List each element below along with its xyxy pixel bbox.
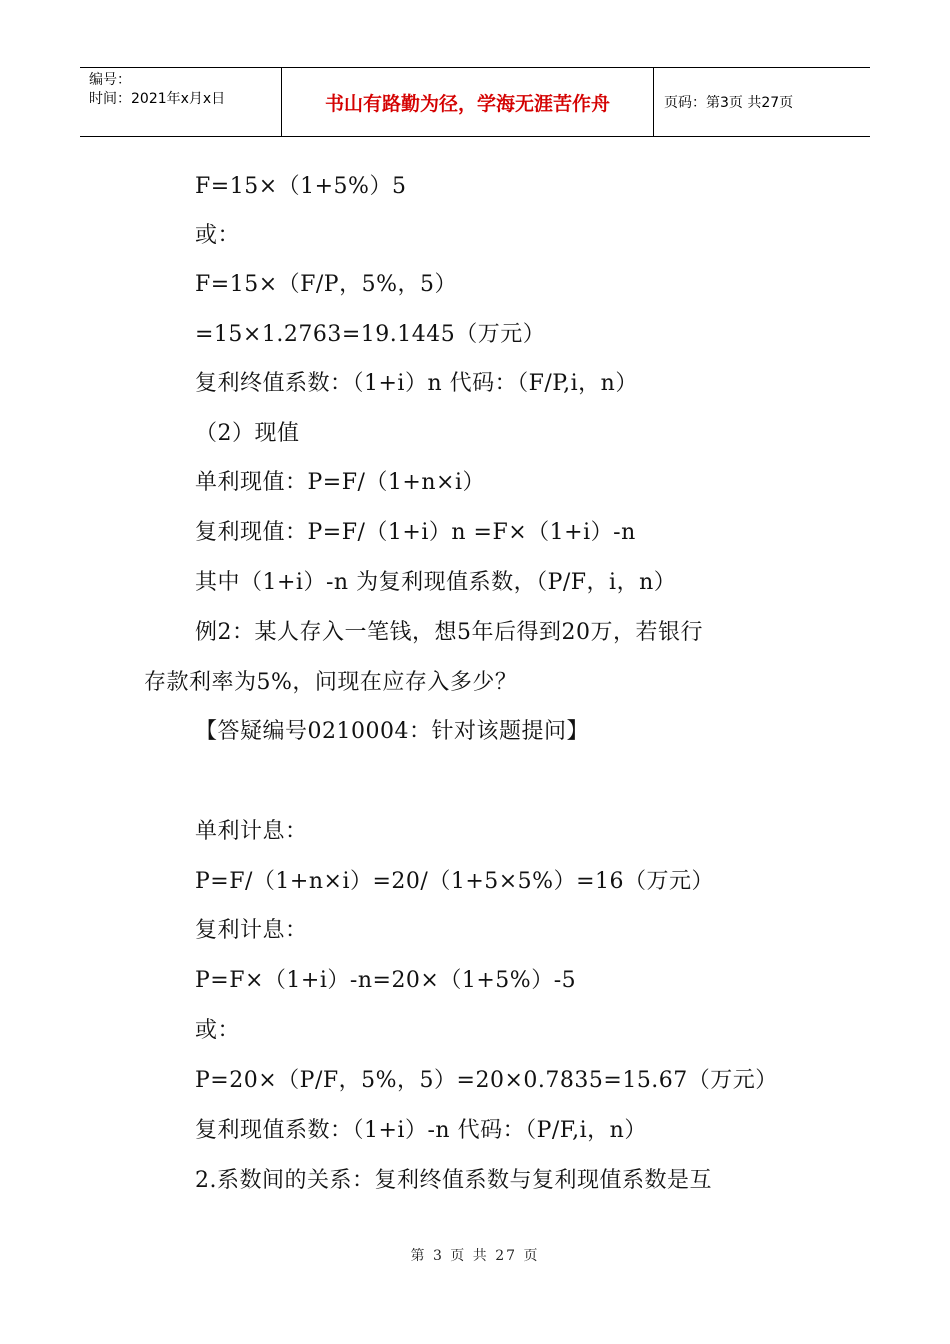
text-line: F=15×（1+5%）5 xyxy=(195,174,407,199)
text-line: 复利现值系数：（1+i）-n 代码：（P/F,i，n） xyxy=(195,1118,647,1143)
text-line: 复利现值：P=F/（1+i）n =F×（1+i）-n xyxy=(195,520,636,545)
text-line: 或： xyxy=(195,1018,241,1043)
page-header xyxy=(80,67,870,137)
text-line: 2.系数间的关系：复利终值系数与复利现值系数是互 xyxy=(195,1168,712,1193)
example-question: 例2：某人存入一笔钱，想5年后得到20万，若银行 xyxy=(195,620,703,645)
header-time-label: 时间：2021年x月x日 xyxy=(89,91,226,107)
header-motto: 书山有路勤为径，学海无涯苦作舟 xyxy=(282,68,654,136)
text-line: P=20×（P/F，5%，5）=20×0.7835=15.67（万元） xyxy=(195,1068,778,1093)
text-line: F=15×（F/P，5%，5） xyxy=(195,272,458,297)
header-page-info xyxy=(654,68,870,136)
text-line: 单利现值：P=F/（1+n×i） xyxy=(195,470,485,495)
header-page-label: 页码：第3页 共27页 xyxy=(664,95,794,111)
header-number-label: 编号： xyxy=(89,72,131,88)
text-line: 复利终值系数：（1+i）n 代码：（F/P,i，n） xyxy=(195,371,638,396)
text-line: P=F×（1+i）-n=20×（1+5%）-5 xyxy=(195,968,577,993)
section-heading: （2）现值 xyxy=(195,421,300,446)
header-meta xyxy=(80,68,282,136)
page-footer: 第 3 页 共 27 页 xyxy=(410,1248,540,1264)
text-line: P=F/（1+n×i）=20/（1+5×5%）=16（万元） xyxy=(195,869,715,894)
text-line: 单利计息： xyxy=(195,819,308,844)
text-line: 其中（1+i）-n 为复利现值系数，（P/F，i，n） xyxy=(195,570,677,595)
text-line: =15×1.2763=19.1445（万元） xyxy=(195,322,546,347)
qa-reference: 【答疑编号0210004：针对该题提问】 xyxy=(195,719,589,744)
text-line: 或： xyxy=(195,223,241,248)
example-question-cont: 存款利率为5%，问现在应存入多少？ xyxy=(144,670,518,695)
text-line: 复利计息： xyxy=(195,918,308,943)
